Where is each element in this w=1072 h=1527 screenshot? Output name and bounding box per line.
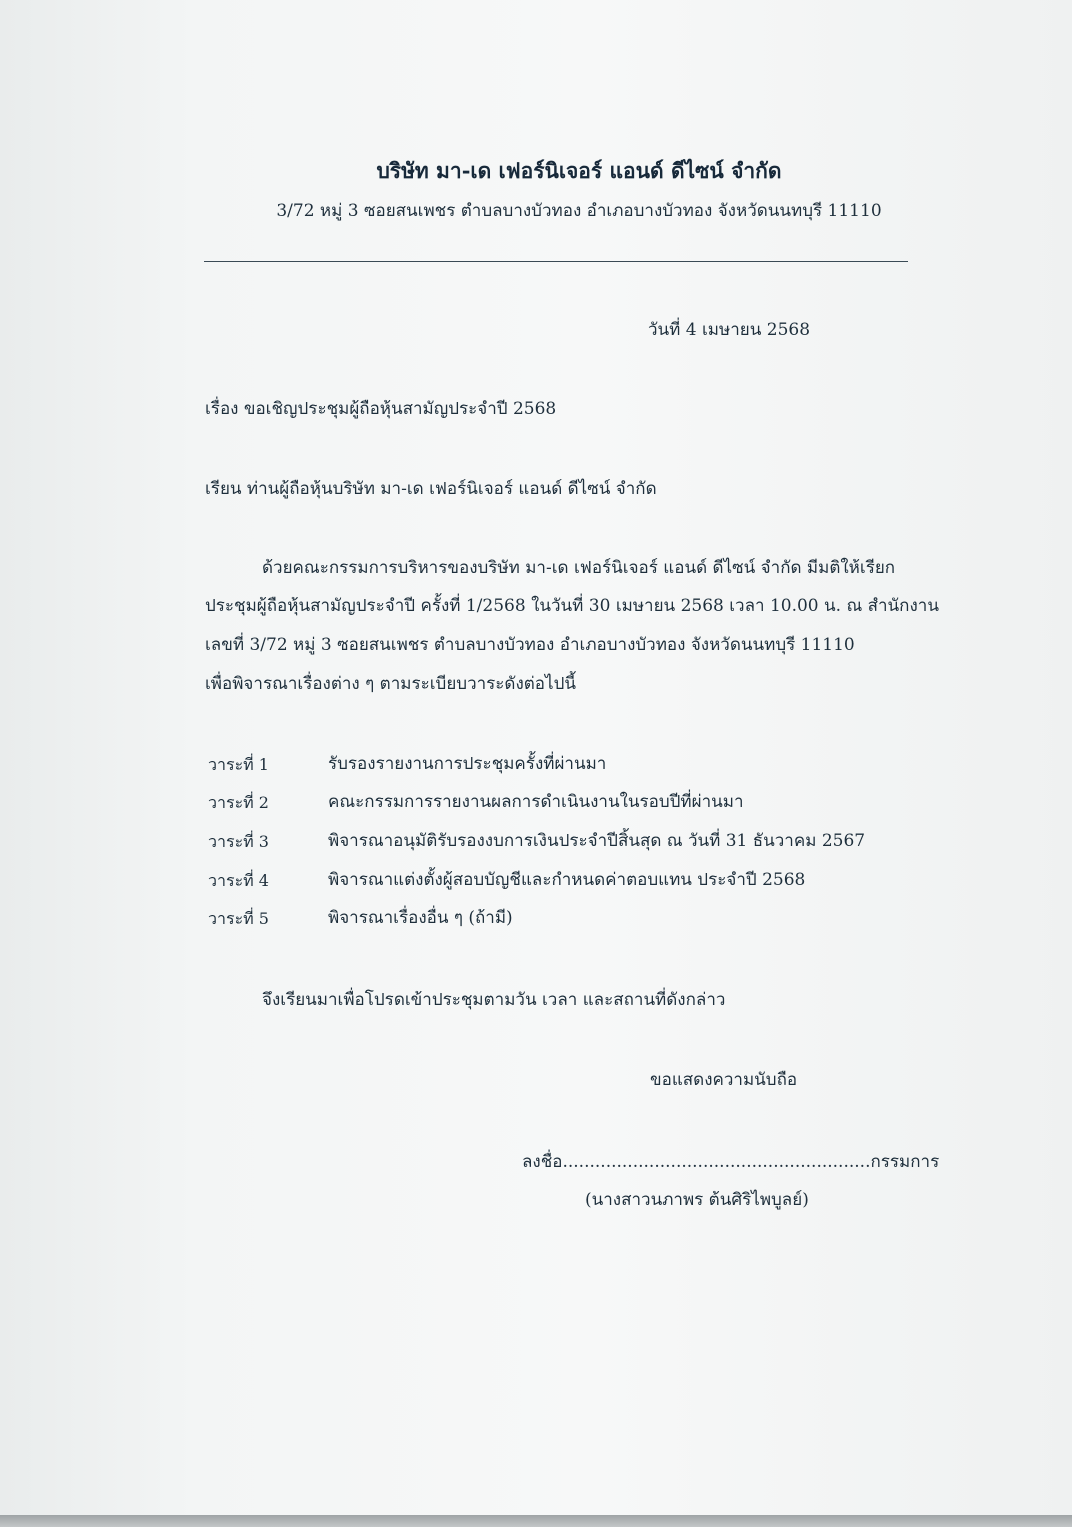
agenda-text: พิจารณาอนุมัติรับรองงบการเงินประจำปีสิ้นสุด ณ วันที่ 31 ธันวาคม 2567 — [328, 831, 866, 851]
signature-line: ลงชื่อ.........................................................กรรมการ — [522, 1152, 940, 1172]
body-paragraph-line: ด้วยคณะกรรมการบริหารของบริษัท มา-เด เฟอร์นิเจอร์ แอนด์ ดีไซน์ จำกัด มีมติให้เรียก — [262, 558, 896, 578]
agenda-number: วาระที่ 4 — [208, 871, 269, 890]
agenda-text: พิจารณาเรื่องอื่น ๆ (ถ้ามี) — [328, 908, 513, 928]
agenda-number: วาระที่ 5 — [208, 909, 269, 928]
body-paragraph-line: เลขที่ 3/72 หมู่ 3 ซอยสนเพชร ตำบลบางบัวทอง อำเภอบางบัวทอง จังหวัดนนทบุรี 11110 — [205, 635, 855, 655]
agenda-number: วาระที่ 3 — [208, 832, 269, 851]
signer-name: (นางสาวนภาพร ต้นศิริไพบูลย์) — [585, 1190, 809, 1210]
agenda-number: วาระที่ 1 — [208, 755, 269, 774]
closing-sentence: จึงเรียนมาเพื่อโปรดเข้าประชุมตามวัน เวลา และสถานที่ดังกล่าว — [262, 990, 726, 1010]
complimentary-close: ขอแสดงความนับถือ — [650, 1070, 798, 1090]
letter-recipient: เรียน ท่านผู้ถือหุ้นบริษัท มา-เด เฟอร์นิเจอร์ แอนด์ ดีไซน์ จำกัด — [205, 479, 657, 499]
body-paragraph-line: ประชุมผู้ถือหุ้นสามัญประจำปี ครั้งที่ 1/2568 ในวันที่ 30 เมษายน 2568 เวลา 10.00 น. ณ สำนักงาน — [205, 596, 939, 616]
letter-date: วันที่ 4 เมษายน 2568 — [648, 320, 811, 340]
agenda-text: รับรองรายงานการประชุมครั้งที่ผ่านมา — [328, 754, 607, 774]
company-name: บริษัท มา-เด เฟอร์นิเจอร์ แอนด์ ดีไซน์ จำกัด — [376, 158, 782, 183]
body-paragraph-line: เพื่อพิจารณาเรื่องต่าง ๆ ตามระเบียบวาระดังต่อไปนี้ — [205, 674, 576, 694]
page-bottom-edge — [0, 1515, 1072, 1527]
agenda-text: พิจารณาแต่งตั้งผู้สอบบัญชีและกำหนดค่าตอบแทน ประจำปี 2568 — [328, 870, 806, 890]
company-address: 3/72 หมู่ 3 ซอยสนเพชร ตำบลบางบัวทอง อำเภอบางบัวทอง จังหวัดนนทบุรี 11110 — [276, 201, 882, 221]
agenda-text: คณะกรรมการรายงานผลการดำเนินงานในรอบปีที่ผ่านมา — [328, 792, 744, 812]
letter-subject: เรื่อง ขอเชิญประชุมผู้ถือหุ้นสามัญประจำปี 2568 — [205, 399, 557, 419]
header-divider — [204, 261, 908, 262]
agenda-number: วาระที่ 2 — [208, 793, 269, 812]
